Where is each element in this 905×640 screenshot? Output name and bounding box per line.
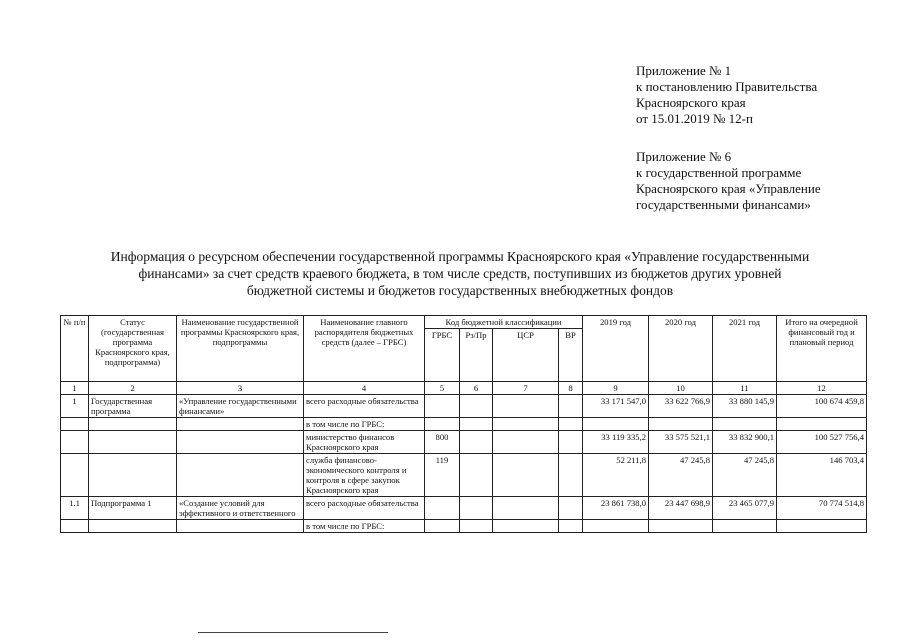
cell-total (777, 418, 867, 431)
cell-grbs-name: всего расходные обязательства (304, 497, 425, 520)
column-index: 2 (89, 382, 177, 395)
cell-grbs-name: служба финансово-экономического контроля и контроля в сфере закупок Красноярского края (304, 454, 425, 497)
cell-grbs (425, 418, 460, 431)
cell-2021: 47 245,8 (713, 454, 777, 497)
appendix-1-block (636, 63, 817, 127)
table-row (61, 395, 867, 418)
cell-rzpr (460, 520, 493, 533)
cell-rzpr (460, 431, 493, 454)
cell-rzpr (460, 395, 493, 418)
column-index: 1 (61, 382, 89, 395)
cell-2020: 33 622 766,9 (649, 395, 713, 418)
table-row (61, 431, 867, 454)
cell-status (89, 431, 177, 454)
heading-line: Информация о ресурсном обеспечении государственной программы Красноярского края «Управление государственными (110, 249, 810, 264)
table-row (61, 497, 867, 520)
column-index: 7 (493, 382, 559, 395)
cell-2019: 33 171 547,0 (583, 395, 649, 418)
col-header-2020: 2020 год (649, 316, 713, 382)
table-row (61, 418, 867, 431)
cell-2021: 23 465 077,9 (713, 497, 777, 520)
cell-rzpr (460, 418, 493, 431)
document-heading (60, 248, 860, 299)
table-row (61, 520, 867, 533)
cell-2020 (649, 520, 713, 533)
cell-grbs (425, 395, 460, 418)
col-header-total: Итого на очередной финансовый год и плановый период (777, 316, 867, 382)
cell-csr (493, 431, 559, 454)
col-header-grbs: ГРБС (425, 329, 460, 382)
cell-2019: 23 861 738,0 (583, 497, 649, 520)
appendix-6-block (636, 149, 821, 213)
heading-line: финансами» за счет средств краевого бюджета, в том числе средств, поступивших из бюджетов других уровней (138, 266, 782, 281)
col-header-code-group: Код бюджетной классификации (425, 316, 583, 329)
column-index: 4 (304, 382, 425, 395)
cell-total: 100 674 459,8 (777, 395, 867, 418)
cell-program (177, 418, 304, 431)
column-index: 10 (649, 382, 713, 395)
cell-status: Подпрограмма 1 (89, 497, 177, 520)
cell-2020: 23 447 698,9 (649, 497, 713, 520)
col-header-program-name: Наименование государственной программы Красноярского края, подпрограммы (177, 316, 304, 382)
appendix-1-line: от 15.01.2019 № 12-п (636, 111, 753, 126)
cell-2021: 33 832 900,1 (713, 431, 777, 454)
cell-no (61, 454, 89, 497)
col-header-status: Статус (государственная программа Красноярского края, подпрограмма) (89, 316, 177, 382)
column-index: 6 (460, 382, 493, 395)
cell-2019 (583, 418, 649, 431)
appendix-6-line: государственными финансами» (636, 197, 811, 212)
cell-total: 70 774 514,8 (777, 497, 867, 520)
column-index-row (61, 382, 867, 395)
col-header-rzpr: Рз/Пр (460, 329, 493, 382)
heading-line: бюджетной системы и бюджетов государственных внебюджетных фондов (246, 283, 674, 298)
cell-rzpr (460, 454, 493, 497)
col-header-csr: ЦСР (493, 329, 559, 382)
appendix-1-line: Красноярского края (636, 95, 746, 110)
cell-program: «Управление государственными финансами» (177, 395, 304, 418)
col-header-vr: ВР (559, 329, 583, 382)
appendix-6-line: к государственной программе (636, 165, 802, 180)
cell-grbs-name: министерство финансов Красноярского края (304, 431, 425, 454)
footer-rule (198, 632, 388, 633)
appendix-1-line: к постановлению Правительства (636, 79, 818, 94)
appendix-6-line: Красноярского края «Управление (636, 181, 821, 196)
resource-table (60, 315, 867, 533)
cell-grbs (425, 520, 460, 533)
cell-vr (559, 520, 583, 533)
appendix-6-line: Приложение № 6 (636, 149, 732, 164)
cell-vr (559, 395, 583, 418)
cell-no (61, 431, 89, 454)
cell-2021 (713, 418, 777, 431)
cell-grbs: 119 (425, 454, 460, 497)
column-index: 11 (713, 382, 777, 395)
cell-program: «Создание условий для эффективного и ответственного (177, 497, 304, 520)
cell-rzpr (460, 497, 493, 520)
column-index: 3 (177, 382, 304, 395)
cell-program (177, 520, 304, 533)
header-row (61, 316, 867, 329)
cell-program (177, 431, 304, 454)
cell-status (89, 418, 177, 431)
column-index: 5 (425, 382, 460, 395)
cell-2019: 33 119 335,2 (583, 431, 649, 454)
cell-csr (493, 454, 559, 497)
cell-program (177, 454, 304, 497)
cell-no (61, 418, 89, 431)
cell-grbs-name: всего расходные обязательства (304, 395, 425, 418)
col-header-2021: 2021 год (713, 316, 777, 382)
cell-csr (493, 497, 559, 520)
col-header-no: № п/п (61, 316, 89, 382)
cell-no (61, 520, 89, 533)
cell-grbs (425, 497, 460, 520)
cell-vr (559, 431, 583, 454)
cell-total: 146 703,4 (777, 454, 867, 497)
cell-total: 100 527 756,4 (777, 431, 867, 454)
cell-csr (493, 520, 559, 533)
column-index: 8 (559, 382, 583, 395)
cell-vr (559, 497, 583, 520)
cell-2019: 52 211,8 (583, 454, 649, 497)
col-header-grbs-name: Наименование главного распорядителя бюджетных средств (далее – ГРБС) (304, 316, 425, 382)
appendix-1-line: Приложение № 1 (636, 63, 732, 78)
cell-csr (493, 395, 559, 418)
cell-grbs-name: в том числе по ГРБС: (304, 418, 425, 431)
column-index: 12 (777, 382, 867, 395)
cell-total (777, 520, 867, 533)
cell-status (89, 520, 177, 533)
cell-vr (559, 454, 583, 497)
cell-grbs-name: в том числе по ГРБС: (304, 520, 425, 533)
cell-2021: 33 880 145,9 (713, 395, 777, 418)
cell-no: 1.1 (61, 497, 89, 520)
cell-vr (559, 418, 583, 431)
col-header-2019: 2019 год (583, 316, 649, 382)
cell-no: 1 (61, 395, 89, 418)
cell-status (89, 454, 177, 497)
cell-2020: 47 245,8 (649, 454, 713, 497)
cell-status: Государственная программа (89, 395, 177, 418)
column-index: 9 (583, 382, 649, 395)
cell-csr (493, 418, 559, 431)
cell-2020 (649, 418, 713, 431)
cell-2019 (583, 520, 649, 533)
table-row (61, 454, 867, 497)
cell-2020: 33 575 521,1 (649, 431, 713, 454)
cell-2021 (713, 520, 777, 533)
cell-grbs: 800 (425, 431, 460, 454)
